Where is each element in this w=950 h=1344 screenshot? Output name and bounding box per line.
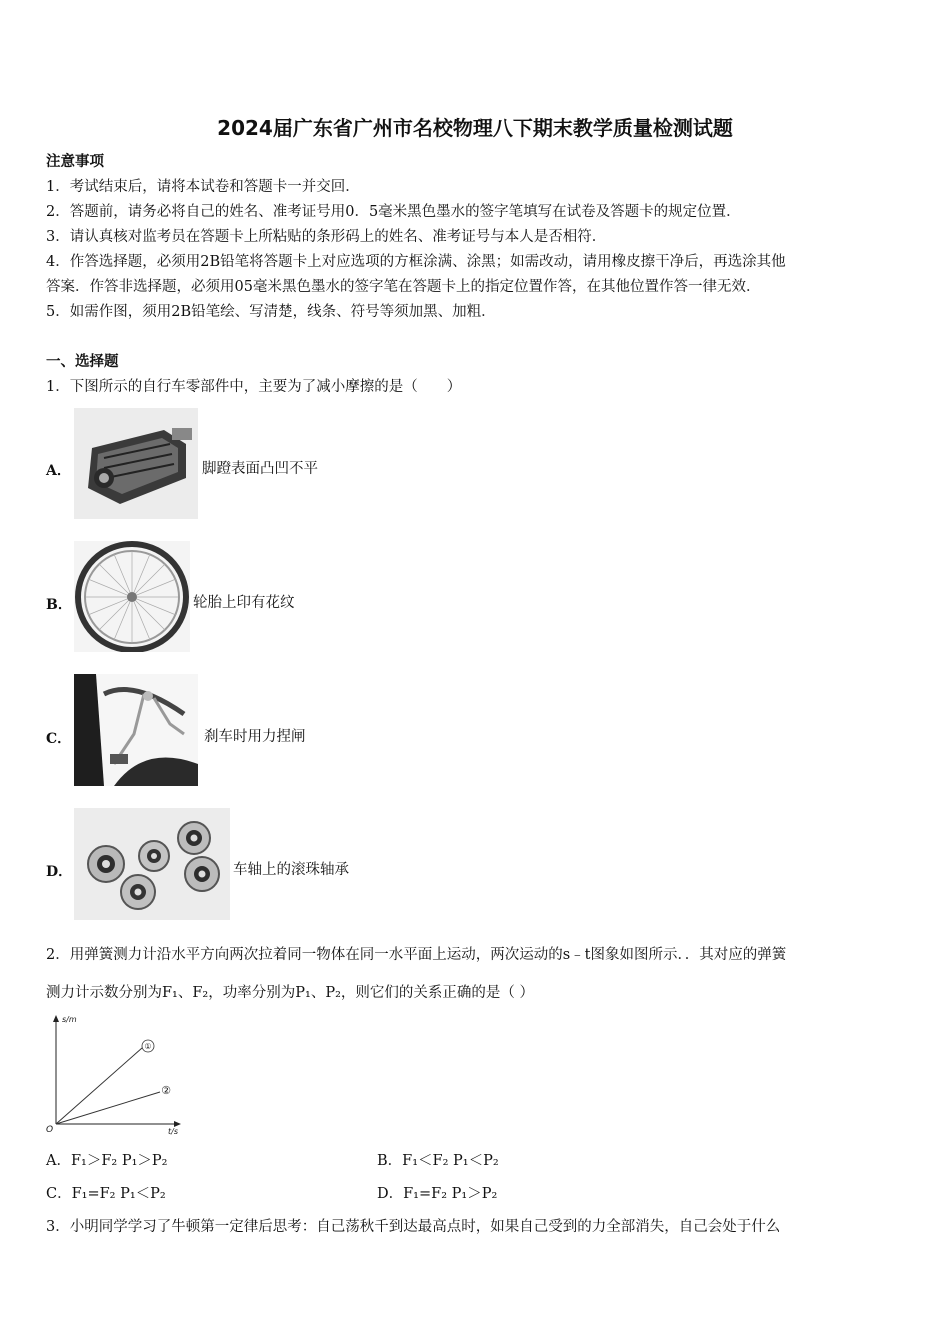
question-1-stem: 1．下图所示的自行车零部件中，主要为了减小摩擦的是（ ） (46, 379, 462, 395)
option-a-text: 脚蹬表面凸凹不平 (202, 461, 318, 477)
y-axis-label: s/m (62, 1015, 77, 1024)
notice-item: 2．答题前，请务必将自己的姓名、准考证号用0．5毫米黑色墨水的签字笔填写在试卷及答题卡的规定位置． (46, 204, 741, 220)
origin-label: O (46, 1125, 54, 1135)
notice-item: 答案．作答非选择题，必须用05毫米黑色墨水的签字笔在答题卡上的指定位置作答，在其他位置作答一律无效． (46, 279, 761, 295)
q2-option-a: A．F₁＞F₂ P₁＞P₂ (46, 1153, 168, 1169)
notice-item: 4．作答选择题，必须用2B铅笔将答题卡上对应选项的方框涂满、涂黑；如需改动，请用橡皮擦干净后，再选涂其他 (46, 254, 786, 270)
notice-heading: 注意事项 (46, 153, 104, 170)
bike-pedal-image (74, 408, 198, 519)
question-2-stem-line2: 测力计示数分别为F₁、F₂，功率分别为P₁、P₂，则它们的关系正确的是（ ） (46, 985, 534, 1001)
option-a-label: A． (46, 463, 71, 479)
line-2 (56, 1092, 160, 1124)
line-2-label: ② (161, 1084, 171, 1097)
s-t-graph (44, 1012, 184, 1136)
option-d-label: D． (46, 864, 73, 880)
option-d-text: 车轴上的滚珠轴承 (233, 862, 349, 878)
notice-item: 1．考试结束后，请将本试卷和答题卡一并交回． (46, 179, 360, 195)
page-title: 2024届广东省广州市名校物理八下期末教学质量检测试题 (217, 116, 733, 140)
x-axis-label: t/s (168, 1127, 178, 1136)
q2-option-c: C．F₁=F₂ P₁＜P₂ (46, 1186, 166, 1202)
y-axis-arrow (53, 1015, 59, 1022)
question-3-stem: 3．小明同学学习了牛顿第一定律后思考：自己荡秋千到达最高点时，如果自己受到的力全部消失，自己会处于什么 (46, 1219, 781, 1235)
line-1 (56, 1048, 142, 1124)
bike-brake-image (74, 674, 198, 786)
bike-wheel-image (74, 541, 190, 652)
line-1-label: ① (144, 1042, 152, 1051)
q2-option-d: D．F₁=F₂ P₁＞P₂ (377, 1186, 498, 1202)
notice-item: 5．如需作图，须用2B铅笔绘、写清楚，线条、符号等须加黑、加粗． (46, 304, 496, 320)
option-b-label: B． (46, 597, 72, 613)
section-heading: 一、选择题 (46, 353, 119, 370)
question-2-stem-line1: 2．用弹簧测力计沿水平方向两次拉着同一物体在同一水平面上运动，两次运动的s﹣t图象如图所示．．其对应的弹簧 (46, 947, 787, 963)
option-c-label: C． (46, 731, 72, 747)
option-b-text: 轮胎上印有花纹 (193, 595, 295, 611)
option-c-text: 刹车时用力捏闸 (204, 729, 306, 745)
q2-option-b: B．F₁＜F₂ P₁＜P₂ (377, 1153, 499, 1169)
notice-item: 3．请认真核对监考员在答题卡上所粘贴的条形码上的姓名、准考证号与本人是否相符． (46, 229, 607, 245)
ball-bearings-image (74, 808, 230, 920)
